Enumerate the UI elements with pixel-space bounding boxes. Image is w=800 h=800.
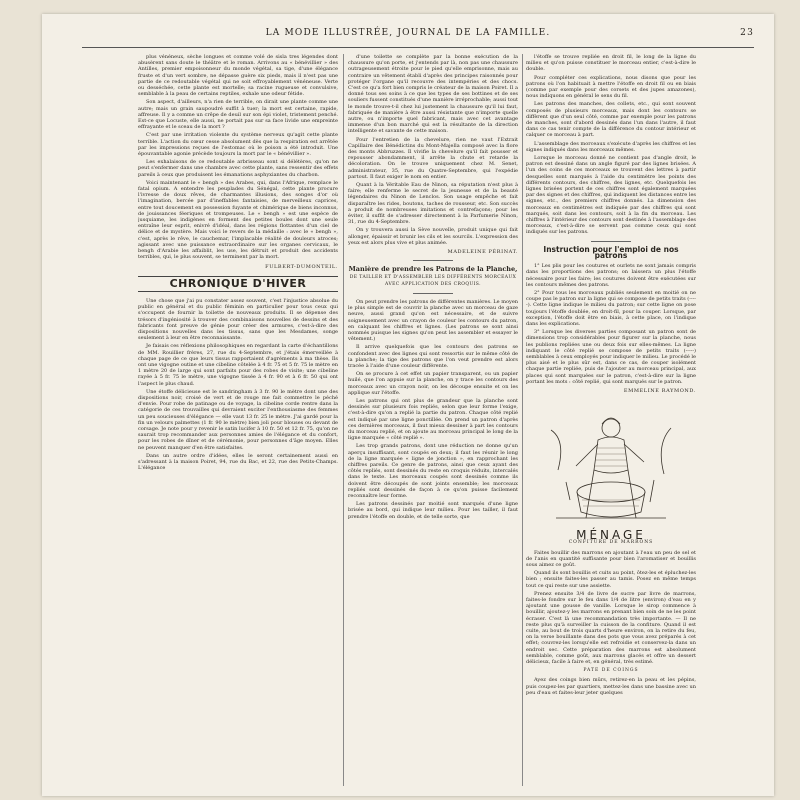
article-paragraph: On y trouvera aussi la Sève nouvelle, produit unique qui fait allonger, épaissir et brunir les cils et les sourcils. L'expression des yeux est alors plus vive et plus animée.	[348, 227, 518, 246]
instruction-title: Instruction pour l'emploi de nos patrons	[543, 244, 679, 260]
article-paragraph: Une étoffe délicieuse est le sandringham à 3 fr. 90 le mètre dont une des dispositions noir, croisé de vert et de rouge me fait commettre le péché d'envie. Pour robe de patinage ou de voyage, la cibeline corde rentre dans la catégorie de ces trouvailles qui devraient exciter l'enthousiasme des femmes un peu soucieuses d'élégance — elle vaut 13 fr. 25 le mètre. J'ai gardé pour la fin un velours palmettes (1 fr. 90 le mètre) bien joli pour blouses ou devant de corsage. Je note pour y revenir le satin lucifer à 10 fr. 50 et 12 fr. 75, qu'on ne saurait trop recommander aux personnes amies de l'élégance et du confort, pour les robes de dîner et de cérémonie, pour personnes d'âge moyen. Elles ne peuvent manquer d'en être satisfaites.	[138, 388, 338, 451]
article-paragraph: 1° Les plis pour les coutures et ourlets ne sont jamais compris dans les proportions des patrons; on laissera un plus l'étoffe nécessaire pour les faire; les coutures doivent être exécutées sur les contours mêmes des patrons.	[526, 263, 696, 288]
author-signature: EMMELINE RAYMOND.	[623, 387, 696, 394]
menage-subtitle: CONFITURE DE MARRONS	[568, 540, 654, 546]
article-paragraph: Les patrons dessinés par moitié sont marqués d'une ligne brisée au bord, qui indique leur milieu. Pour les tailler, il faut prendre l'étoffe en double, et de telle sorte, que	[348, 501, 518, 520]
menage-title: MÉNAGE	[576, 528, 646, 543]
article-paragraph: Quant à la Véritable Eau de Ninon, sa réputation n'est plus à faire; elle renferme le secret de la jeunesse et de la beauté légendaires du Ninon de Lenclos. Son usage empêche et fait disparaître les rides, boutons, taches de rousseur, etc. Son succès a produit de nombreuses imitations et contrefaçons; pour les éviter, il suffit de s'adresser directement à la Parfumerie Ninon, 31, rue du 4-Septembre.	[348, 182, 518, 226]
pate-title: PATE DE COINGS	[583, 668, 639, 674]
article-paragraph: Ayez des coings bien mûrs, retirez-en la peau et les pépins, puis coupez-les par quartiers, mettez-les dans une bassine avec un peu d'eau et faites-leur jeter quelques	[526, 677, 696, 696]
method-subtitle-2: AVEC APPLICATION DES CROQUIS.	[385, 281, 481, 287]
article-paragraph: Pour l'entretien de la chevelure, rien ne vaut l'Extrait Capillaire des Bénédictins du Mont-Majella composé avec la flore des monts Abbruzzes. Il vivifie la chevelure qu'il fait pousser et repousser abondamment, il arrête la chute et retarde la décoloration. On le trouve uniquement chez M. Senet, administrateur, 35, rue du Quatre-Septembre, qui l'expédie partout. Il faut exiger le nom en entier.	[348, 136, 518, 180]
article-paragraph: d'une toilette se complète par la bonne exécution de la chaussure qu'on porte, et j'entends par là, non pas une chaussure outrageusement étroite pour le pied qu'elle emprisonne, mais au contraire un vêtement établi d'après des principes raisonnés pour protéger l'organe qu'il recouvre des intempéries et des chocs. C'est ce qu'a fort bien compris le créateur de la maison Poiret. Il a donné tous ses soins à ce que les types de ses bottines et de ses souliers fussent constitués d'une manière irréprochable; aussi tout le monde trouve-t-il chez lui justement la chaussure qu'il lui faut, fabriquée de manière à être aussi résistante que n'importe quelle autre, ou n'importe quel fabricant, mais avec cet avantage immense d'un bon marché qui est la résultante de la direction intelligente et savante de cette maison.	[348, 54, 518, 135]
author-signature: FULBERT-DUMONTEIL.	[265, 263, 338, 270]
chronique-header	[138, 276, 338, 292]
intro-article	[138, 54, 338, 270]
section-separator	[413, 260, 453, 261]
column-1	[138, 54, 338, 786]
chronique-article	[138, 298, 338, 471]
section-separator	[413, 293, 453, 294]
column-3	[526, 54, 696, 786]
article-paragraph: Quand ils sont bouillis et cuits au point, ôtez-les et épluchez-les bien ; ensuite faites-les passer au tamis. Posez en même temps tout ce qui reste sur une assiette.	[526, 570, 696, 589]
article-paragraph: Il arrive quelquefois que les contours des patrons se confondent avec des lignes qui sont ressortis sur le même côté de la planche; la tige des patrons que l'on veut prendre est alors tracée à l'aide d'une couleur différente.	[348, 344, 518, 369]
article-paragraph: Prenez ensuite 3/4 de livre de sucre par livre de marrons, faites-le fondre sur le feu dans 1/4 de litre (environ) d'eau en y ajoutant une gousse de vanille. Lorsque le sirop commence à bouillir, ajoutez-y les marrons en prenant bien soin de ne les point écraser. C'est là une recommandation très importante. — Il ne reste plus qu'à surveiller la cuisson de la confiture. Quand il est cuite, au bout de trois quarts d'heure environ, on la retire du feu, on la verse bouillante dans des pots que vous avez préparés à cet effet; couvrez-les lorsqu'elle est refroidie et conservez-la dans un endroit sec. Cette préparation des marrons est absolument semblable, comme goût, aux marrons glacés et offre un dessert délicieux, facile à faire et, en général, très estimé.	[526, 590, 696, 666]
article-paragraph: Pour compléter ces explications, nous disons que pour les patrons où l'on habituait à mettre l'étoffe en droit fil ou en biais (comme par exemple pour des corsets et des jupes amazones), nous indiquons en général le sens du fil.	[526, 74, 696, 100]
article-paragraph: On peut prendre les patrons de différentes manières. Le moyen le plus simple est de couvrir la planche avec un morceau de gaze neuve, aussi grand qu'on est nécessaire, et de suivre soigneusement avec un crayon de couleur les contours du patron, en calquant les chiffres et lignes. (Les patrons se sont ainsi nommés puisque les signes qu'on peut les assembler et essayer le vêtement.)	[348, 298, 518, 343]
article-paragraph: Je faisais ces réflexions philosophiques en regardant la carte d'échantillons de MM. Rouillier frères, 27, rue du 4-Septembre, et j'étais émerveillée à chaque page de ce que leurs tissus rapportaient d'agréments à ma thèse. Ils ont une vigogne outine et une cibeline côtelée à 4 fr. 75 et 5 fr. 75 le mètre en 1 mètre 20 de large qui sont parfaits pour des robes de visite; une cibeline rayée à 5 fr. 75 le mètre, une vigogne tissée à 4 fr. 90 et à 6 fr. 50 qui ont l'aspect le plus chaud.	[138, 343, 338, 387]
article-paragraph: 3° Lorsque les diverses parties composant un patron sont de dimensions trop considérables pour figurer sur la planche, nous les publions repliées une ou deux fois sur elles-mêmes. La ligne indiquant le côté replié se compose de petits traits (-----) semblables à ceux employés pour indiquer le milieu. Le procédé le plus aisé et le plus sûr est, dans ce cas, de couper isolément chaque partie repliée, puis de l'ajouter au morceau principal, aux places qui sont marquées sur le patron, c'est-à-dire sur la ligne portant les mots : côté replié, qui sont marqués sur le patron.	[526, 329, 696, 385]
chronique-title: CHRONIQUE D'HIVER	[169, 276, 307, 290]
article-paragraph: L'assemblage des morceaux s'exécute d'après les chiffres et les signes indiqués dans les morceaux mêmes.	[526, 140, 696, 153]
method-subtitle: DE TAILLER ET D'ASSEMBLER LES DIFFÉRENTS MORCEAUX	[349, 274, 517, 280]
column-2	[348, 54, 518, 786]
newspaper-page	[42, 14, 774, 796]
article-paragraph: plus vénéneux, sèche longues et comme volé de sisla tres légendes dont abusèrent sans doute le théâtre et le roman. Arrivons au « bénévillier » des Antilles, premier empoisonneur du monde végétal, sa tige, d'une élégance fruste et d'un vert sombre, ne dépasse guère six pieds, mais il n'est pas une partie de ce redoutable végétal qui ne soit effroyablement vénéneuse. Verte ou desséchée, cette plante est mortelle; sa racine rugueuse et convulsive, semblable à la peau de certains reptiles, exhale une odeur fétide.	[138, 54, 338, 98]
cook-engraving-illustration	[536, 400, 686, 528]
running-head	[42, 28, 774, 44]
method-title: Manière de prendre les Patrons de la Planche,	[348, 265, 518, 274]
article-paragraph: Une chose que j'ai pu constater assez souvent, c'est l'injustice absolue du public en général et du public féminin en particulier pour tous ceux qui s'occupent de fournir la toilette de nouveaux produits. Il se dépense des trésors d'ingéniosité à trouver des combinaisons nouvelles de dessins et des fabricants font preuve de génie pour créer des armures, c'est-à-dire des dispositions nouvelles dans les tissus, sans que les Mesdames, songe seulement à leur en être reconnaissante.	[138, 297, 338, 342]
article-paragraph: Les exhalaisons de ce redoutable arbrisseau sont si délétères, qu'on ne peut s'enfermer dans une chambre avec cette plante, sans ressentir des effets pareils à ceux que produisent les émanations asphyxiantes du charbon.	[138, 159, 338, 178]
article-paragraph: Les patrons des manches, des collets, etc., qui sont souvent composés de plusieurs morceaux, mais dont les contours se diffèrent que d'un seul côté, comme par exemple pour les patrons de manches, sont d'abord dessinés dans l'un dans l'autre, il faut dans ce cas tenir compte de la différence du contour intérieur et calquer ce morceau à part.	[526, 101, 696, 139]
article-paragraph: l'étoffe se trouve repliée en droit fil, le long de la ligne du milieu et qu'on puisse constituer le morceau entier, c'est-à-dire le double.	[526, 54, 696, 73]
column-divider	[343, 54, 344, 786]
article-paragraph: Les patrons qui ont plus de grandeur que la planche sont dessinés sur plusieurs fois repliés, selon que leur forme l'exige, c'est-à-dire qu'on a replié la partie du patron. Chaque côté replié est indiqué par une ligne ponctillée. On prend un patron d'après ces dernières morceaux, il faut mieux dessiner à part les contours du morceau replié, et on ajoute au morceau principal le long de la ligne marquée « côté replié ».	[348, 397, 518, 442]
journal-title: LA MODE ILLUSTRÉE, JOURNAL DE LA FAMILLE.	[265, 28, 551, 38]
article-paragraph: Faites bouillir des marrons en ajoutant à l'eau un peu de sel et de l'anis en quantité suffisante pour bien l'aromatiser et bouillis sous aimez ce goût.	[526, 549, 696, 568]
article-paragraph: On se procure à cet effet un papier transparent, ou un papier huilé, que l'on appuie sur la planche, on y trace les contours des morceaux avec un crayon noir, on les découpe ensuite et on les applique sur l'étoffe.	[348, 371, 518, 396]
article-paragraph: 2° Pour tous les morceaux publiés seulement en moitié on ne coupe pas le patron sur la ligne qui se compose de petits traits (-----). Cette ligne indique le milieu du patron; sur cette ligne on pose toujours l'étoffe doublée, en droit-fil, pour la couper. Lorsque, par exception, l'étoffe doit être en biais, à cette place, on l'indique dans les explications.	[526, 289, 696, 327]
article-paragraph: Lorsque le morceau donné ne contient pas d'angle droit, le patron est dessiné dans un angle figuré par des lignes brisées. A l'un des coins de ces morceaux se trouvent des lettres à partir desquelles sont marqués à l'aide du centimètre les points des différents contours, des chiffres, des lignes, etc. Quelquefois les lignes brisées portent de ces chiffres sont également marquées par des signes et des chiffres, qui indiquent les distances entre les signes, etc., des premiers chiffres donnés. La dimension des morceaux en centimètres est indiquée par des chiffres qui sont marqués, soit dans les contours, soit à la fin du morceau. Les chiffres à l'intérieur des contours sont destinés à l'assemblage des morceaux, c'est-à-dire se servent pas comme ceux qui sont indiqués sur les patrons.	[526, 155, 696, 236]
article-paragraph: Les trop grands patrons, dont une réduction ne donne qu'un aperçu insuffisant, sont coupés en deux; il faut les réunir le long de la ligne marquée « ligne de jonction », en rapprochant les chiffres pareils. Ce genre de patrons, ainsi que ceux ayant des côtés repliés, sont dessinés du reste en croquis réduits, intercalés dans le texte. Les morceaux coupés sont dessinés comme ils doivent être découpés de sont joints ensemble; les morceaux repliés sont dessinés de façon à ce qu'on puisse facilement reconnaître leur forme.	[348, 443, 518, 499]
article-paragraph: Son aspect, d'ailleurs, n'a rien de terrible, on dirait une plante comme une autre; mais un grain saupoudré suffit à tuer; la mort est certaine, rapide, affreuse. Il y a comme un crêpe de deuil sur son épi violet, tristement penché. Est-ce que Locuste, elle aussi, ne portait pas sur sa face livide une empreinte effrayante et le sceau de la mort ?	[138, 99, 338, 131]
article-paragraph: C'est par une irritation violente du système nerveux qu'agit cette plante terrible. L'action du cœur cesse absolument dès que la respiration est arrêtée par les impressions reçues de l'estomac où le poison a été introduit. Une épouvantable agonie précède toujours la mort par le « bénévillier ».	[138, 132, 338, 158]
page-number: 23	[740, 28, 754, 38]
author-signature: MADELEINE PÉRINAT.	[447, 249, 518, 256]
header-rule	[82, 47, 754, 48]
section-separator	[591, 241, 631, 242]
column-divider	[522, 54, 523, 786]
article-paragraph: Dans un autre ordre d'idées, elles le seront certainement aussi en s'adressant à la maison Poiret, 94, rue du Bac, et 22, rue des Petits-Champs. L'élégance	[138, 452, 338, 472]
article-paragraph: Voici maintenant le « bengh » des Arabes, qui, dans l'Afrique, remplace le fatal opium. A entendre les peuplades du Sénégal, cette plante procure l'ivresse de doux rêves, de charmantes illusions, des songes d'or où l'imagination, bercée par d'ineffables fantaisies, de merveilleux caprices, entre tout doucement en possession fuyante et chimérique de biens inconnus, de jouissances féeriques et trompeuses. Le « bengh » est une espèce de jusquiame, les indigènes en forment des petites boules dont une seule entraîne leur esprit, enivré d'idéal, dans les régions flottantes d'un ciel de délice et de mystère. Mais voici le revers de la médaille : avec le « bengh », c'est, après le rêve, le cauchemar, l'implacable réalité de douleurs atroces; agissant avec une puissance extraordinaire sur les organes cervicaux, le bengh d'Arabie les affaiblit, les use, les détruit et produit des accidents terribles, qui, le plus souvent, se terminent par la mort.	[138, 179, 338, 261]
